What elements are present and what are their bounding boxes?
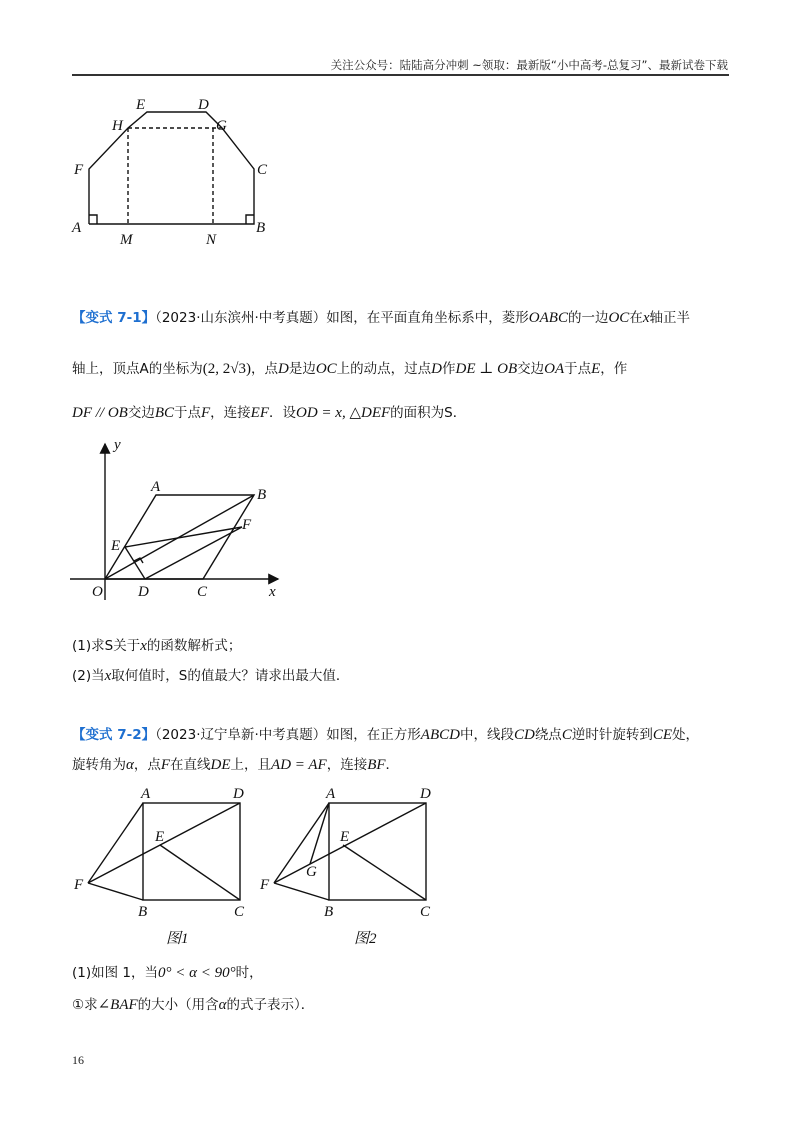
label-A: A xyxy=(141,786,151,802)
text: 在直线 xyxy=(170,757,211,773)
label-x: x xyxy=(269,584,276,600)
problem-7-1-q1 xyxy=(72,637,732,655)
math: ∠BAF xyxy=(97,997,138,1013)
label-F: F xyxy=(74,877,84,893)
problem-7-2-tag: 【变式 7-2】 xyxy=(72,727,156,743)
text: 上，且 xyxy=(230,757,272,773)
label-H: H xyxy=(112,118,123,134)
label-B: B xyxy=(138,904,148,920)
math: OC xyxy=(315,361,337,377)
text: 取何值时，S的值最大？请求出最大值． xyxy=(111,668,350,684)
problem-7-1-source: （2023·山东滨州·中考真题） xyxy=(155,310,327,326)
label-A: A xyxy=(72,220,82,236)
math: BF xyxy=(367,757,386,773)
figure-7-1 xyxy=(70,432,300,611)
math: DE ⊥ OB xyxy=(455,361,518,377)
problem-7-1-line2 xyxy=(72,360,732,378)
math: x xyxy=(104,668,112,684)
text: ①求 xyxy=(72,997,98,1013)
label-A: A xyxy=(326,786,336,802)
math: C xyxy=(561,727,572,743)
problem-7-2-q1-sub xyxy=(72,996,732,1014)
figure-7-2-2-svg xyxy=(256,783,446,953)
math: E xyxy=(591,361,601,377)
text: 中，线段 xyxy=(459,727,514,743)
text: (2)当 xyxy=(72,668,105,684)
label-y: y xyxy=(114,437,121,453)
problem-7-2-q1 xyxy=(72,964,732,982)
text: ，连接 xyxy=(326,757,368,773)
text: 逆时针旋转到 xyxy=(571,727,653,743)
problem-7-1-q2 xyxy=(72,667,732,685)
label-C: C xyxy=(257,162,268,178)
figure-2-caption: 图2 xyxy=(354,931,377,947)
problem-7-1-line3 xyxy=(72,404,732,422)
math: DF // OB xyxy=(72,405,128,421)
math: 0° < α < 90° xyxy=(158,965,236,981)
figure-top-svg xyxy=(60,90,290,250)
label-G: G xyxy=(216,118,227,134)
math: x xyxy=(642,310,650,326)
text: 时， xyxy=(235,965,263,981)
text: 处， xyxy=(672,727,699,743)
math: CE xyxy=(652,727,672,743)
label-D: D xyxy=(198,97,209,113)
problem-7-2-source: （2023·辽宁阜新·中考真题） xyxy=(155,727,327,743)
text: 轴正半 xyxy=(649,310,690,326)
problem-7-2-line2 xyxy=(72,756,732,774)
label-D: D xyxy=(138,584,149,600)
text: 旋转角为 xyxy=(72,757,126,773)
figure-7-2-1 xyxy=(68,783,258,957)
math: EF xyxy=(250,405,269,421)
math: D xyxy=(277,361,289,377)
text: ，点 xyxy=(250,361,278,377)
figure-7-2-2 xyxy=(256,783,446,957)
label-D: D xyxy=(420,786,431,802)
text: 轴上，顶点A的坐标为 xyxy=(72,361,203,377)
label-G: G xyxy=(306,864,317,880)
label-C: C xyxy=(420,904,431,920)
text: 的一边 xyxy=(567,310,609,326)
math: α xyxy=(126,757,134,773)
text: 绕点 xyxy=(534,727,562,743)
math: OC xyxy=(608,310,630,326)
page-number: 16 xyxy=(72,1053,84,1067)
math: OA xyxy=(544,361,565,377)
math: CD xyxy=(513,727,535,743)
label-E: E xyxy=(340,829,350,845)
math: α xyxy=(218,997,227,1013)
text: (1)求S关于 xyxy=(72,638,141,654)
text: 的大小（用含 xyxy=(137,997,219,1013)
label-A: A xyxy=(151,479,161,495)
text: 作 xyxy=(442,361,456,377)
math: F xyxy=(201,405,211,421)
label-F: F xyxy=(242,517,252,533)
figure-7-2-1-svg xyxy=(68,783,258,953)
math: x xyxy=(140,638,147,654)
math: DE xyxy=(210,757,231,773)
label-D: D xyxy=(233,786,244,802)
text: (1)如图 1，当 xyxy=(72,965,159,981)
text: 交边 xyxy=(127,405,155,421)
problem-7-1-line1 xyxy=(72,309,732,327)
label-E: E xyxy=(155,829,165,845)
problem-7-2-line1 xyxy=(72,726,732,744)
label-B: B xyxy=(257,487,267,503)
text: 的式子表示）． xyxy=(226,997,315,1013)
text: 如图，在平面直角坐标系中，菱形 xyxy=(326,310,529,326)
text: 在 xyxy=(629,310,643,326)
problem-7-1-tag: 【变式 7-1】 xyxy=(72,310,156,326)
text: ． xyxy=(385,757,400,773)
label-F: F xyxy=(74,162,84,178)
math: OD = x, △DEF xyxy=(296,405,391,421)
label-B: B xyxy=(256,220,266,236)
coordinate: (2, 2√3) xyxy=(202,361,251,377)
text: 于点 xyxy=(564,361,592,377)
label-E: E xyxy=(111,538,121,554)
label-C: C xyxy=(234,904,245,920)
text: 于点 xyxy=(174,405,201,421)
text: 是边 xyxy=(288,361,316,377)
math: D xyxy=(431,361,443,377)
text: ，连接 xyxy=(210,405,251,421)
figure-7-1-svg xyxy=(70,432,300,607)
label-M: M xyxy=(120,232,133,248)
figure-1-caption: 图1 xyxy=(166,931,189,947)
text: 的函数解析式； xyxy=(146,638,242,654)
figure-top xyxy=(60,90,290,254)
header-rule xyxy=(72,74,729,76)
text: 如图，在正方形 xyxy=(326,727,421,743)
math: OABC xyxy=(528,310,568,326)
label-F: F xyxy=(260,877,270,893)
math: AD = AF xyxy=(271,757,327,773)
text: 上的动点，过点 xyxy=(336,361,432,377)
text: 的面积为S． xyxy=(390,405,467,421)
math: BC xyxy=(154,405,174,421)
math: F xyxy=(160,757,171,773)
label-C: C xyxy=(197,584,208,600)
label-B: B xyxy=(324,904,334,920)
text: ，作 xyxy=(600,361,628,377)
text: ，点 xyxy=(133,757,161,773)
math: ABCD xyxy=(420,727,460,743)
text: 交边 xyxy=(517,361,545,377)
label-E: E xyxy=(136,97,146,113)
label-N: N xyxy=(206,232,217,248)
text: ．设 xyxy=(269,405,296,421)
page-header: 关注公众号：陆陆高分冲刺 ~领取：最新版“小中高考-总复习”、最新试卷下载 xyxy=(330,58,728,72)
label-O: O xyxy=(92,584,103,600)
